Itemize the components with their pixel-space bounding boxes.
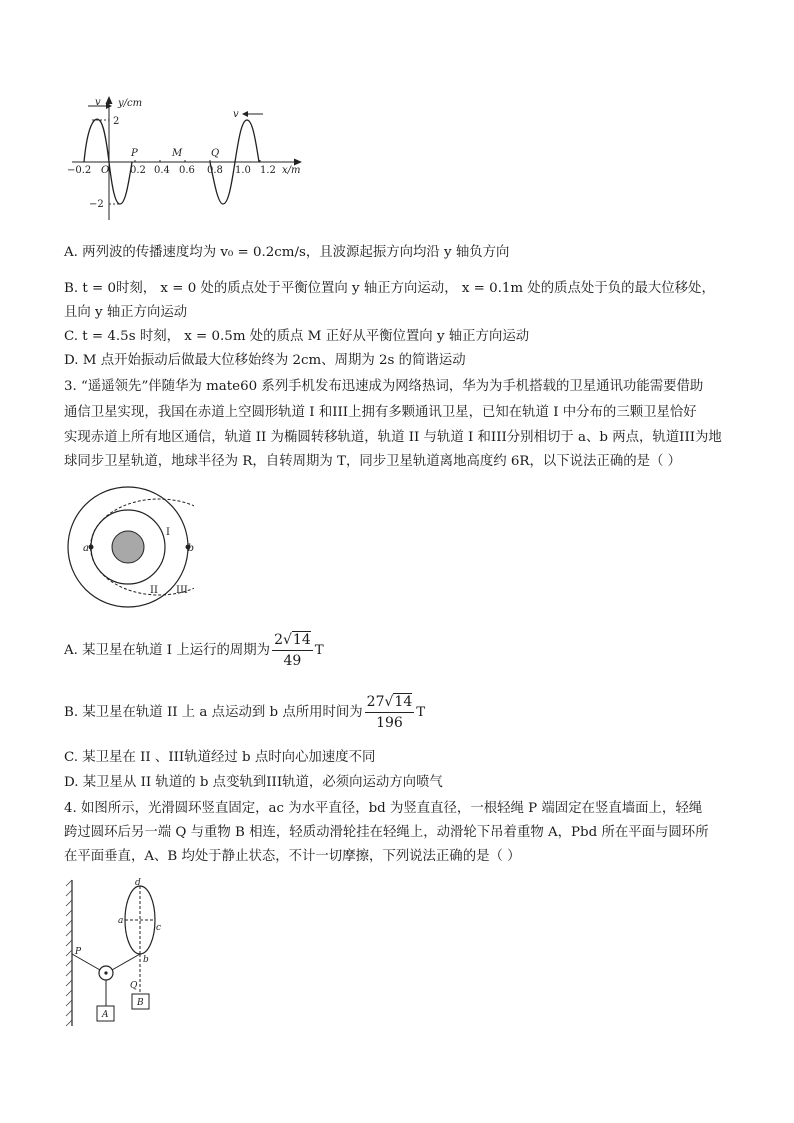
x-tick: 0.2 — [130, 165, 146, 176]
q3-stem-line: 球同步卫星轨道，地球半径为 R，自转周期为 T，同步卫星轨道离地高度约 6R，以下说法正确的是（ ） — [64, 454, 682, 469]
q4-stem-line: 在平面垂直，A、B 均处于静止状态，不计一切摩擦，下列说法正确的是（ ） — [64, 849, 521, 864]
orbit-label-b: b — [187, 543, 194, 554]
orbit-figure — [64, 485, 194, 610]
q3-stem-line: 3. “遥遥领先”伴随华为 mate60 系列手机发布迅速成为网络热词，华为为手机搭载的卫星通讯功能需要借助 — [64, 379, 704, 394]
q3-stem-line: 通信卫星实现，我国在赤道上空圆形轨道 I 和III上拥有多颗通讯卫星，已知在轨道 I 中分布的三颗卫星恰好 — [64, 405, 697, 420]
fraction-radicand: 14 — [292, 632, 311, 648]
x-tick: 0.6 — [179, 165, 195, 176]
block-label-B: B — [137, 998, 144, 1008]
y-tick-2: 2 — [113, 116, 120, 127]
q3-option-b-suffix: T — [416, 705, 426, 720]
q4-stem-line: 跨过圆环后另一端 Q 与重物 B 相连，轻质动滑轮挂在轻绳上，动滑轮下吊着重物 A，Pbd 所在平面与圆环所 — [64, 825, 709, 840]
orbit-label-III: III — [176, 585, 188, 596]
ring-label-b: b — [143, 955, 149, 965]
y-tick-neg2: −2 — [89, 199, 104, 210]
point-P-label: P — [131, 148, 138, 159]
q3-stem-line: 实现赤道上所有地区通信，轨道 II 为椭圆转移轨道，轨道 II 与轨道 I 和III分别相切于 a、b 两点，轨道III为地 — [64, 430, 722, 445]
x-tick: 0.8 — [207, 165, 223, 176]
q3-option-a-fraction: $\frac{2√14}{49}$ — [274, 632, 311, 669]
block-label-A: A — [102, 1010, 109, 1020]
x-axis-label: x/m — [282, 165, 301, 176]
point-M-label: M — [172, 148, 183, 159]
velocity-label-right: v — [233, 109, 239, 120]
q3-option-a-prefix: A. 某卫星在轨道 I 上运行的周期为 — [64, 643, 271, 658]
orbit-label-I: I — [166, 527, 170, 538]
fraction-denominator: 49 — [283, 653, 302, 669]
q3-option-a — [64, 630, 324, 671]
q2-option-b-line1: B. t = 0时刻， x = 0 处的质点处于平衡位置向 y 轴正方向运动， x = 0.1m 处的质点处于负的最大位移处， — [64, 281, 715, 296]
q3-option-b-fraction: $\frac{27√14}{196}$ — [366, 694, 413, 731]
q3-option-c: C. 某卫星在 II 、III轨道经过 b 点时向心加速度不同 — [64, 750, 376, 765]
fraction-coefficient: 27 — [366, 694, 385, 710]
q3-option-b-prefix: B. 某卫星在轨道 II 上 a 点运动到 b 点所用时间为 — [64, 705, 363, 720]
orbit-label-II: II — [150, 585, 158, 596]
q2-option-a: A. 两列波的传播速度均为 v₀ = 0.2cm/s，且波源起振方向均沿 y 轴负方向 — [64, 245, 510, 260]
x-tick: 1.0 — [235, 165, 251, 176]
wave-figure — [62, 92, 312, 224]
x-tick: O — [101, 165, 110, 176]
rope-label-P: P — [75, 947, 82, 957]
ring-label-a: a — [118, 916, 124, 926]
fraction-radicand: 14 — [394, 694, 413, 710]
fraction-coefficient: 2 — [274, 632, 283, 648]
y-axis-label: y/cm — [118, 98, 143, 109]
ring-label-c: c — [156, 923, 162, 933]
q2-option-c: C. t = 4.5s 时刻， x = 0.5m 处的质点 M 正好从平衡位置向 y 轴正方向运动 — [64, 329, 530, 344]
q2-option-b-line2: 且向 y 轴正方向运动 — [64, 305, 188, 320]
q3-option-a-suffix: T — [314, 643, 324, 658]
x-tick: 0.4 — [154, 165, 170, 176]
pulley-figure — [64, 876, 174, 1028]
x-tick: −0.2 — [67, 165, 92, 176]
ring-label-d: d — [135, 878, 141, 888]
rope-label-Q: Q — [130, 981, 138, 991]
orbit-label-a: a — [83, 543, 89, 554]
q2-option-d: D. M 点开始振动后做最大位移始终为 2cm、周期为 2s 的简谐运动 — [64, 353, 466, 368]
velocity-label-left: v — [95, 97, 101, 108]
fraction-denominator: 196 — [376, 715, 403, 731]
x-tick: 1.2 — [260, 165, 276, 176]
q3-option-d: D. 某卫星从 II 轨道的 b 点变轨到III轨道，必须向运动方向喷气 — [64, 775, 443, 790]
q4-stem-line: 4. 如图所示，光滑圆环竖直固定，ac 为水平直径，bd 为竖直直径，一根轻绳 P 端固定在竖直墙面上，轻绳 — [64, 801, 703, 816]
q3-option-b — [64, 692, 425, 733]
point-Q-label: Q — [211, 148, 220, 159]
